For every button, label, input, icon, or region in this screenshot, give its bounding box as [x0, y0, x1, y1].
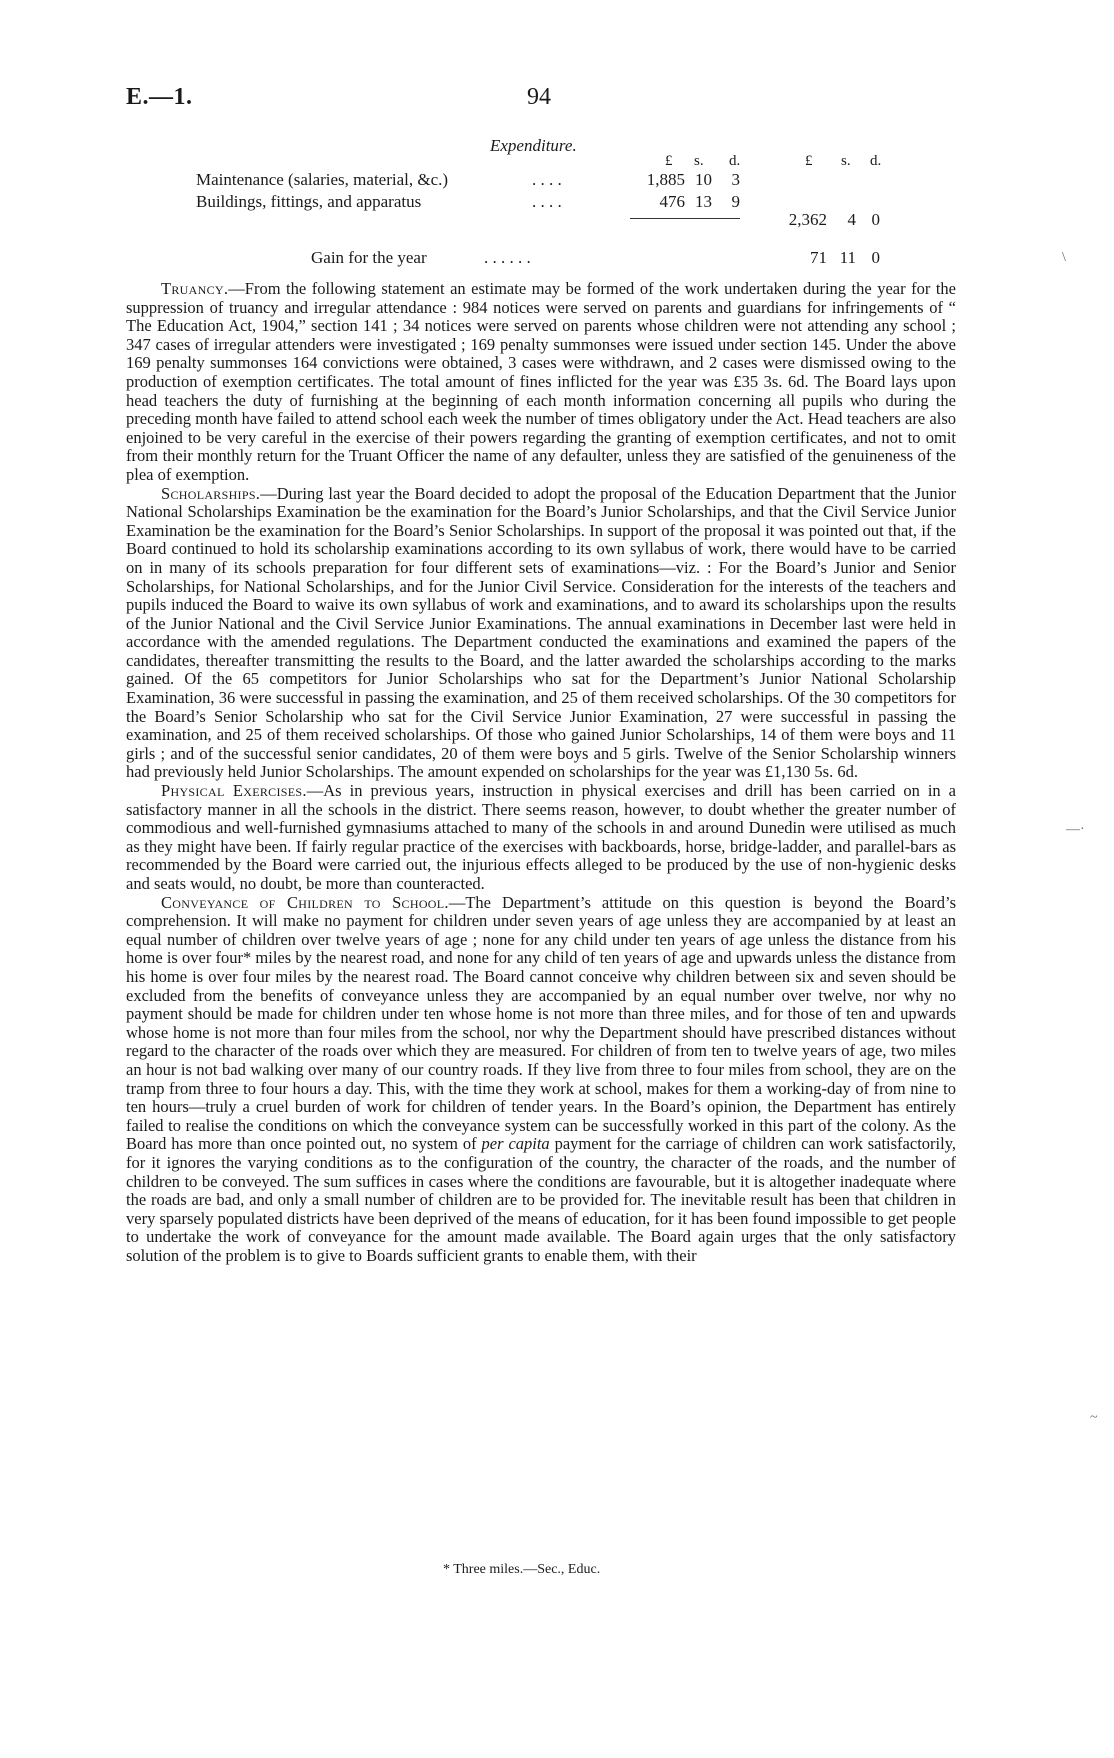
total-pounds: 2,362 — [788, 210, 827, 229]
body-text — [126, 280, 956, 1265]
subtotal-rule — [630, 218, 740, 219]
gain-pounds: 71 — [810, 248, 827, 267]
gain-pence: 0 — [871, 248, 880, 267]
col-head-pounds-1: £ — [665, 153, 673, 169]
text-scholarships: —During last year the Board decided to adopt the proposal of the Education Department that the Junior National Scholarships Examination be the examination for the Board’s Junior Scholarships, and that the Civil Service Junior Examination be the examination for the Board’s Senior Scholarships. In support of the proposal it was pointed out that, if the Board continued to hold its scholarship examinations according to its own syllabus of work, there would have to be carried on in many of its schools preparation for four different sets of examinations—viz. : For the Board’s Junior and Senior Scholarships, for National Scholarships, and for the Junior Civil Service. Consideration for the interests of the teachers and pupils induced the Board to waive its own syllabus of work and examinations, and to award its scholarships upon the results of the Junior National and the Civil Service Junior Examinations. The annual examinations in December last were held in accordance with the amended regulations. The Department conducted the examinations and examined the papers of the candidates, thereafter transmitting the results to the Board, and the latter awarded the scholarships according to the marks gained. Of the 65 competitors for Junior Scholarships who sat for the Department’s Junior National Scholarship Examination, 36 were successful in passing the examination, and 25 of them received scholarships. Of the 30 competitors for the Board’s Senior Scholarship who sat for the Civil Service Junior Examination, 27 were successful in passing the examination, and 25 of them received scholarships. Of those who gained Junior Scholarships, 14 of them were boys and 11 girls ; and of the successful senior candidates, 20 of them were boys and 5 girls. Twelve of the Senior Scholarship winners had previously held Junior Scholarships. The amount expended on scholarships for the year was £1,130 5s. 6d. — [126, 483, 956, 782]
row-pounds: 1,885 — [646, 170, 685, 189]
margin-mark: \ — [1062, 250, 1066, 265]
paragraph-physical-exercises — [126, 782, 956, 894]
row-label: Buildings, fittings, and apparatus — [196, 192, 422, 211]
row-pounds: 476 — [659, 192, 685, 211]
text-conveyance-2: payment for the carriage of children can work satisfactorily, for it ignores the varying conditions as to the configuration of the country, the character of the roads, and the number of children to be conveyed. The sum suffices in cases where the conditions are favourable, but it is altogether inadequate where the roads are bad, and only a small number of children are to be provided for. The inevitable result has been that children in very sparsely populated districts have been deprived of the means of education, for it has been found impossible to get people to undertake the work of conveyance for the amount made available. The Board again urges that the only satisfactory solution of the problem is to give to Boards sufficient grants to enable them, with their — [126, 1134, 956, 1265]
col-head-pounds-2: £ — [805, 153, 813, 169]
heading-physical-exercises: Physical Exercises. — [161, 781, 307, 801]
text-truancy: —From the following statement an estimate may be formed of the work undertaken during the year for the suppression of truancy and irregular attendance : 984 notices were served on parents and guardians for infringements of “ The Education Act, 1904,” section 141 ; 34 notices were served on parents whose children were not attending any school ; 347 cases of irregular attenders were investigated ; 169 penalty summonses were issued under section 145. Under the above 169 penalty summonses 164 convictions were obtained, 3 cases were withdrawn, and 2 cases were dismissed owing to the production of exemption certificates. The total amount of fines inflicted for the year was £35 3s. 6d. The Board lays upon head teachers the duty of furnishing at the beginning of each month information concerning all pupils who during the preceding month have failed to attend school each week the number of times obligatory under the Act. Head teachers are also enjoined to be very careful in the exercise of their powers regarding the granting of exemption certificates, and not to omit from their monthly return for the Truant Officer the name of any defaulter, unless they are satisfied of the genuineness of the plea of exemption. — [126, 279, 956, 484]
italic-per-capita: per capita — [481, 1134, 550, 1154]
text-physical-exercises: —As in previous years, instruction in physical exercises and drill has been carried on in a satisfactory manner in all the schools in the district. There seems reason, however, to doubt whether the greater number of commodious and well-furnished gymnasiums attached to many of the schools in and around Dunedin were utilised as much as they might have been. If fairly regular practice of the exercises with backboards, horse, bridge-ladder, and parallel-bars as recommended by the Board were carried out, the injurious effects alleged to be produced by the use of non-hygienic desks and seats would, no doubt, be more than counteracted. — [126, 781, 956, 893]
col-head-shillings-1: s. — [694, 153, 704, 169]
page-number: 94 — [527, 84, 551, 110]
leader-dots: . . . . . . — [484, 248, 531, 267]
heading-truancy: Truancy. — [161, 279, 229, 298]
col-head-pence-1: d. — [729, 153, 741, 169]
paragraph-scholarships — [126, 485, 956, 783]
leader-dots: . . . . — [532, 192, 562, 211]
margin-mark: ~ — [1090, 1410, 1098, 1425]
total-shillings: 4 — [847, 210, 856, 229]
row-pence: 9 — [731, 192, 740, 211]
paragraph-truancy — [126, 280, 956, 485]
row-pence: 3 — [731, 170, 740, 189]
col-head-pence-2: d. — [870, 153, 882, 169]
row-shillings: 10 — [695, 170, 712, 189]
total-pence: 0 — [871, 210, 880, 229]
row-label: Maintenance (salaries, material, &c.) — [196, 170, 449, 189]
row-shillings: 13 — [695, 192, 712, 211]
text-conveyance-1: —The Department’s attitude on this question is beyond the Board’s comprehension. It will make no payment for children under seven years of age unless they are accompanied by at least an equal number of children over twelve years of age ; none for any child under ten years of age unless the distance from his home is over four* miles by the nearest road, and none for any child of ten years of age and upwards unless the distance from his home is over four miles by the nearest road. The Board cannot conceive why children between six and seven should be excluded from the benefits of conveyance unless they are accompanied by an equal number over twelve, nor why no payment should be made for children under ten whose home is not more than three miles, and for those of ten and upwards whose home is not more than four miles from the school, nor why the Department should have prescribed distances without regard to the character of the roads over which they are measured. For children of from ten to twelve years of age, two miles an hour is not bad walking over many of our country roads. If they live from three to four miles from school, they are on the tramp from three to four hours a day. This, with the time they work at school, makes for them a working-day of from nine to ten hours—truly a cruel burden of work for children of tender years. In the Board’s opinion, the Department has entirely failed to realise the conditions on which the conveyance system can be successfully worked in this part of the colony. As the Board has more than once pointed out, no system of — [126, 892, 957, 1154]
leader-dots: . . . . — [532, 170, 562, 189]
heading-conveyance: Conveyance of Children to School. — [161, 892, 449, 912]
paragraph-conveyance — [126, 894, 956, 1266]
series-header: E.—1. — [126, 84, 193, 110]
footnote: * Three miles.—Sec., Educ. — [443, 1562, 601, 1577]
heading-scholarships: Scholarships. — [161, 483, 261, 503]
expenditure-title: Expenditure. — [490, 136, 577, 155]
gain-shillings: 11 — [839, 248, 856, 267]
col-head-shillings-2: s. — [841, 153, 851, 169]
gain-label: Gain for the year — [311, 248, 427, 267]
margin-mark: —· — [1066, 822, 1085, 837]
